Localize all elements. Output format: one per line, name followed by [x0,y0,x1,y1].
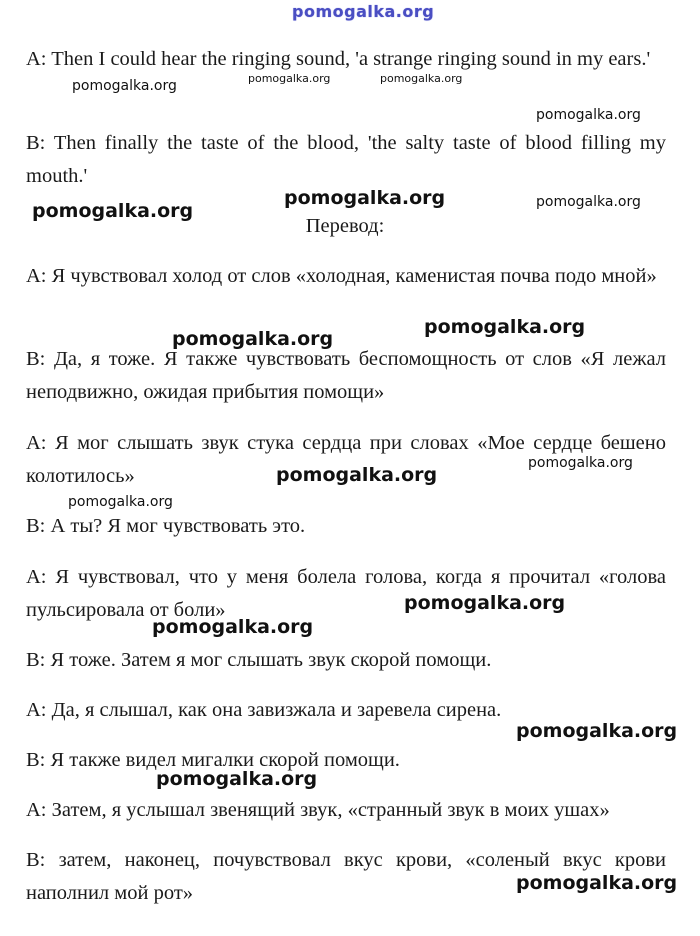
watermark-text: pomogalka.org [404,592,566,614]
translation-heading: Перевод: [305,215,385,237]
dialogue-line-ru-3: А: Я мог слышать звук стука сердца при словах «Мое сердце бешено колотилось» [26,432,666,487]
watermark-text: pomogalka.org [72,78,177,94]
watermark-text: pomogalka.org [380,72,463,85]
dialogue-line-ru-7: А: Да, я слышал, как она завизжала и заревела сирена. [26,699,502,721]
dialogue-line-a-english: A: Then I could hear the ringing sound, 'a strange ringing sound in my ears.' [26,48,651,70]
dialogue-line-ru-8: В: Я также видел мигалки скорой помощи. [26,749,400,771]
watermark-text: pomogalka.org [424,316,586,338]
watermark-text: pomogalka.org [516,720,678,742]
watermark-text: pomogalka.org [68,494,173,510]
dialogue-line-ru-10: В: затем, наконец, почувствовал вкус крови, «соленый вкус крови наполнил мой рот» [26,849,666,904]
watermark-text: pomogalka.org [528,455,633,471]
watermark-text: pomogalka.org [536,107,641,123]
watermark-text: pomogalka.org [32,200,194,222]
watermark-text: pomogalka.org [172,328,334,350]
watermark-text: pomogalka.org [284,187,446,209]
dialogue-line-b-english: B: Then finally the taste of the blood, 'the salty taste of blood filling my mouth.' [26,132,666,187]
watermark-text: pomogalka.org [152,616,314,638]
watermark-text: pomogalka.org [248,72,331,85]
watermark-text: pomogalka.org [536,194,641,210]
dialogue-line-ru-9: А: Затем, я услышал звенящий звук, «странный звук в моих ушах» [26,799,610,821]
dialogue-line-ru-4: В: А ты? Я мог чувствовать это. [26,515,306,537]
watermark-text: pomogalka.org [156,768,318,790]
dialogue-line-ru-6: В: Я тоже. Затем я мог слышать звук скорой помощи. [26,649,492,671]
dialogue-line-ru-2: В: Да, я тоже. Я также чувствовать беспомощность от слов «Я лежал неподвижно, ожидая прибытия помощи» [26,348,666,403]
dialogue-line-ru-1: А: Я чувствовал холод от слов «холодная, каменистая почва подо мной» [26,265,657,287]
header-watermark: pomogalka.org [292,2,435,21]
watermark-text: pomogalka.org [276,464,438,486]
dialogue-line-ru-5: А: Я чувствовал, что у меня болела голова, когда я прочитал «голова пульсировала от боли» [26,566,666,621]
watermark-text: pomogalka.org [516,872,678,894]
